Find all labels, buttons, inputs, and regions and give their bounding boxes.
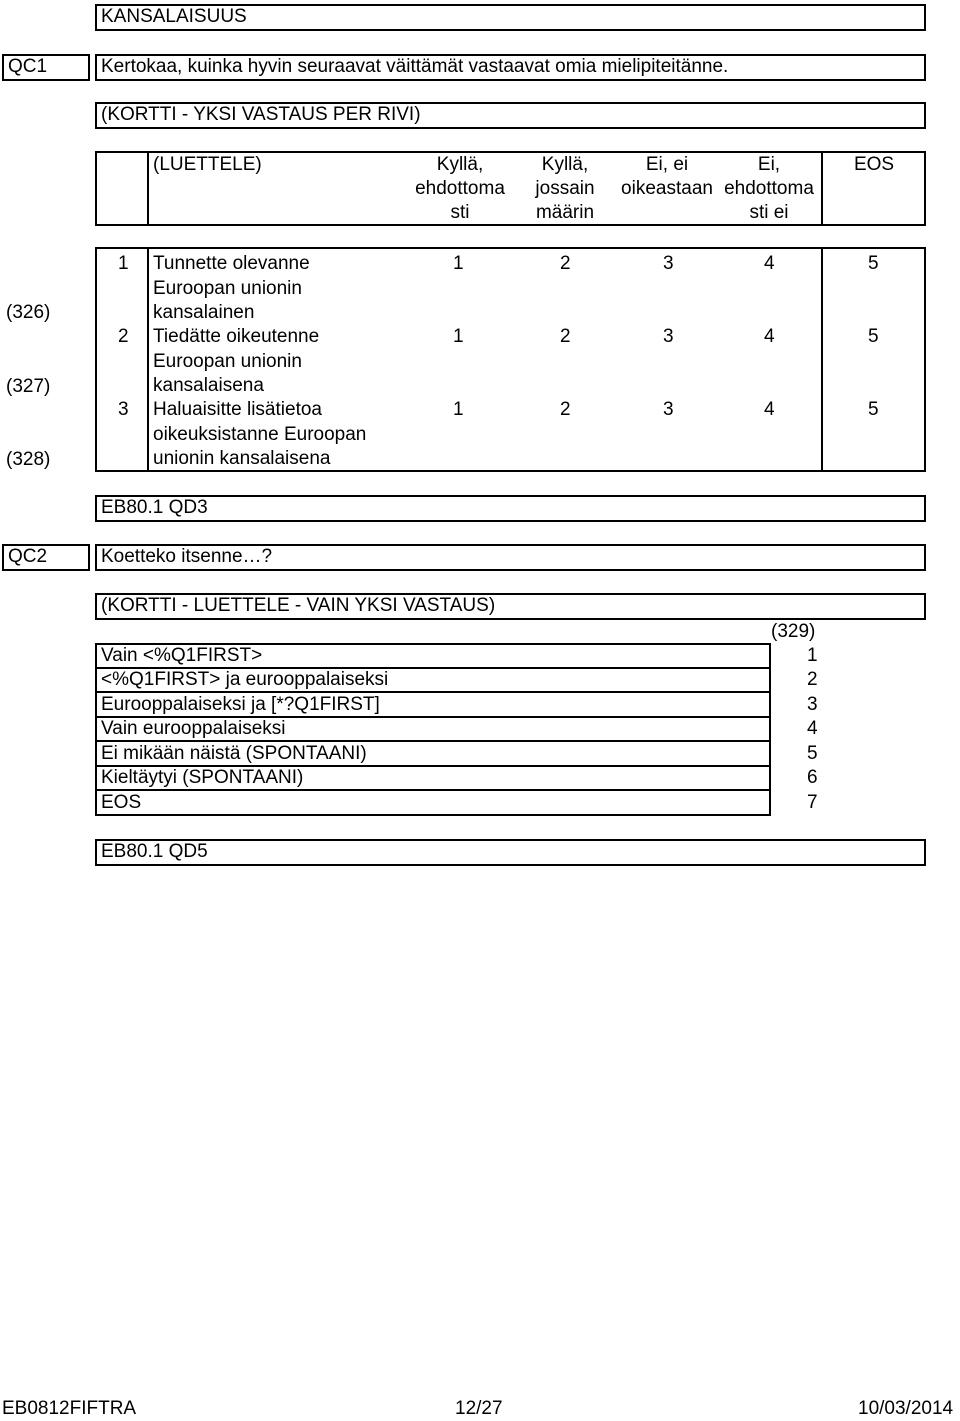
qc1-row-code: 1 — [453, 399, 464, 420]
qc1-row-code: 2 — [560, 253, 571, 274]
qc1-row-code: 3 — [663, 399, 674, 420]
qc1-instruction: (KORTTI - YKSI VASTAUS PER RIVI) — [101, 104, 421, 125]
qc2-option-label: Vain <%Q1FIRST> — [101, 645, 263, 666]
qc1-row-number: 3 — [118, 399, 129, 420]
qc2-option-code: 2 — [807, 669, 818, 690]
qc2-question: Koetteko itsenne…? — [101, 546, 273, 567]
qc1-col-header-4: Ei, ehdottoma sti ei — [724, 154, 814, 223]
qc2-var: (329) — [771, 621, 816, 642]
qc1-row-text: Haluaisitte lisätietoa oikeuksistanne Euroopan unionin kansalaisena — [153, 399, 367, 469]
footer-date: 10/03/2014 — [858, 1398, 954, 1419]
qc2-code: QC2 — [8, 546, 48, 567]
qc1-row-var: (328) — [6, 449, 51, 470]
qc2-option-code: 5 — [807, 743, 818, 764]
qc1-row-code: 5 — [868, 253, 879, 274]
qc1-row-number: 2 — [118, 326, 129, 347]
qc2-option-code: 3 — [807, 694, 818, 715]
qc2-option-code: 6 — [807, 767, 818, 788]
qc1-row-code: 2 — [560, 326, 571, 347]
footer-page-number: 12/27 — [455, 1398, 503, 1419]
footer-doc-id: EB0812FIFTRA — [2, 1398, 137, 1419]
qc1-row-var: (327) — [6, 376, 51, 397]
qc1-row-code: 3 — [663, 326, 674, 347]
section-title: KANSALAISUUS — [101, 6, 247, 27]
qc1-col-header-3: Ei, ei oikeastaan — [621, 154, 713, 199]
qc2-option-code: 4 — [807, 718, 818, 739]
qc2-option-label: EOS — [101, 792, 142, 813]
qc1-list-label: (LUETTELE) — [153, 154, 262, 175]
qc2-option-label: Ei mikään näistä (SPONTAANI) — [101, 743, 367, 764]
qc2-option-label: Vain eurooppalaiseksi — [101, 718, 286, 739]
qc1-row-var: (326) — [6, 302, 51, 323]
qc2-source-box — [95, 839, 926, 866]
qc2-option-code: 7 — [807, 792, 818, 813]
qc1-row-code: 5 — [868, 326, 879, 347]
qc1-row-code: 2 — [560, 399, 571, 420]
qc1-row-code: 4 — [764, 326, 775, 347]
qc1-row-number: 1 — [118, 253, 129, 274]
qc1-row-code: 4 — [764, 399, 775, 420]
qc2-option-label: Eurooppalaiseksi ja [*?Q1FIRST] — [101, 694, 380, 715]
qc2-option-label: <%Q1FIRST> ja eurooppalaiseksi — [101, 669, 389, 690]
qc1-row-code: 1 — [453, 253, 464, 274]
qc1-row-code: 3 — [663, 253, 674, 274]
qc1-col-header-5: EOS — [853, 154, 895, 175]
qc1-col-header-2: Kyllä, jossain määrin — [535, 154, 595, 223]
qc1-source-ref: EB80.1 QD3 — [101, 497, 208, 518]
qc1-row-code: 1 — [453, 326, 464, 347]
qc1-row-code: 5 — [868, 399, 879, 420]
qc1-row-text: Tiedätte oikeutenne Euroopan unionin kansalaisena — [153, 326, 320, 396]
qc1-col-header-1: Kyllä, ehdottoma sti — [415, 154, 505, 223]
qc2-source-ref: EB80.1 QD5 — [101, 841, 208, 862]
qc2-option-code: 1 — [807, 645, 818, 666]
qc1-row-code: 4 — [764, 253, 775, 274]
qc1-question: Kertokaa, kuinka hyvin seuraavat väittämät vastaavat omia mielipiteitänne. — [101, 56, 729, 77]
qc2-option-label: Kieltäytyi (SPONTAANI) — [101, 767, 304, 788]
qc1-row-text: Tunnette olevanne Euroopan unionin kansalainen — [153, 253, 310, 323]
qc1-source-box — [95, 495, 926, 522]
qc1-code: QC1 — [8, 56, 48, 77]
qc2-instruction: (KORTTI - LUETTELE - VAIN YKSI VASTAUS) — [101, 595, 496, 616]
